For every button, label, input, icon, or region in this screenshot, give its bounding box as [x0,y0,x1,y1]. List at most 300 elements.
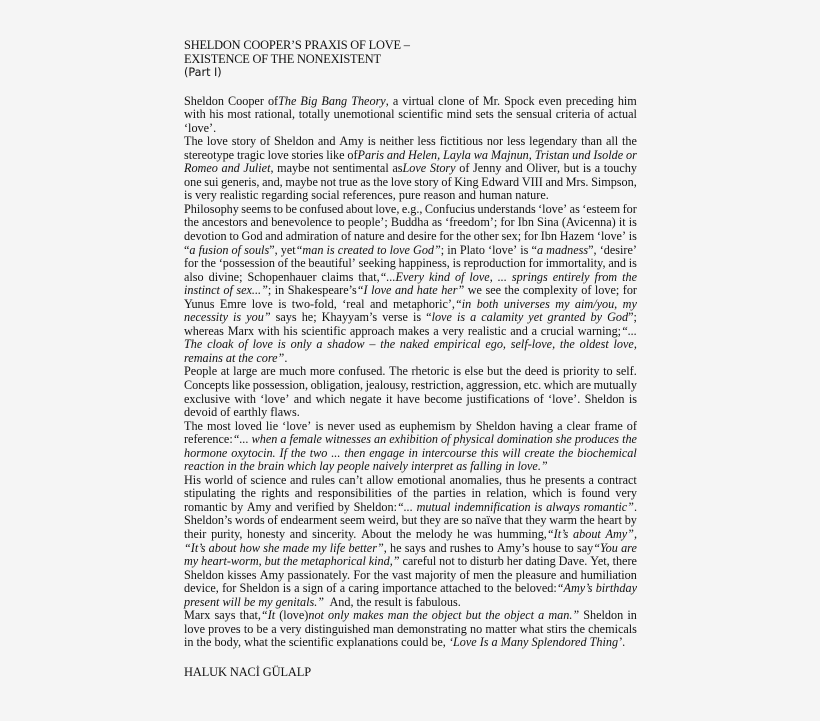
italic-word: is [534,499,543,514]
word: nor [486,134,504,149]
word: allow [366,472,394,487]
word: a [433,323,439,338]
italic-word: God [607,310,629,325]
word: tragic [236,147,265,162]
italic-word: the [290,445,306,460]
word: and [293,391,312,406]
word: is [315,418,324,433]
word: fictitious [439,134,483,149]
word: stereotype [184,147,235,162]
word: rules [311,472,335,487]
word: ‘love’ [596,228,627,243]
word: else [464,364,484,379]
word: it [385,391,393,406]
word: and [290,472,308,487]
word: in [471,486,481,501]
word: warning; [577,323,622,338]
word: The [184,418,203,433]
word: contract [597,472,637,487]
italic-text: remains at the core” [184,350,285,365]
word: like [326,147,345,162]
text-line [184,582,637,596]
word: ‘love’ [282,418,312,433]
italic-word: an [374,432,387,447]
word-group [413,244,444,258]
italic-word: ... [497,269,507,284]
word: never [327,418,355,433]
text: ‘love’. [184,120,217,135]
word: Amy [246,499,272,514]
italic-word: are [621,540,637,555]
word: as [385,418,396,433]
word: touchy [603,161,637,176]
word: his [283,323,298,338]
italic-word: heart-worm, [201,554,262,569]
word: the [496,581,512,596]
word: The [389,364,408,379]
word: is [520,242,529,257]
word-group [236,284,271,298]
word: ”; [628,310,637,325]
italic-word: metaphorical [300,554,366,569]
italic-word: shadow [327,337,365,352]
italic-word: her” [441,283,465,298]
word: of [259,134,271,149]
word: criteria [555,107,591,122]
word-group [354,501,413,515]
word: their [184,527,207,541]
word: and [428,540,447,555]
word: to [457,554,468,569]
word: which [532,486,563,501]
italic-word: of [440,432,451,447]
italic-word: my [184,554,199,569]
italic-word: physical [453,432,495,447]
word: the [290,256,306,271]
italic-word: better” [348,540,384,555]
word: Mr. [482,93,501,108]
word: Amy [339,134,364,149]
italic-word: the [622,432,637,447]
word: what [519,621,544,636]
word: honesty [247,527,286,541]
word: and [317,134,336,149]
word-group [347,149,384,163]
word: very [442,323,465,338]
word: clone [438,93,465,108]
word: Sheldon [274,134,314,149]
italic-word: “... [232,432,249,447]
word: ”, [269,242,278,257]
italic-word: domination [497,432,553,447]
word: by [624,513,637,528]
word: dating [525,554,556,569]
italic-word: the [622,269,637,284]
word: we [467,283,482,298]
word: Yet, [590,554,610,569]
word: demonstrating [397,621,467,636]
word: and [294,486,313,501]
italic-word: love [389,242,410,257]
word: clear [566,418,591,433]
word: Sheldon [475,418,516,433]
word: and [265,228,283,243]
text-line [184,514,637,528]
word: him [617,93,637,108]
word: Mrs. [565,174,589,189]
title-line-1: SHELDON COOPER’S PRAXIS OF LOVE – [184,38,410,52]
word: and [250,215,269,230]
word: with [234,391,256,406]
word-group [577,542,618,556]
word: is [412,310,422,325]
text: And, the result is fabulous. [324,594,461,609]
text-line [184,433,637,447]
word: a [339,581,346,596]
word: by [459,418,472,433]
word: less [506,134,526,149]
word: story [414,174,439,189]
word: ”, [588,242,597,257]
word: Marx [227,323,255,338]
word: is [567,486,576,501]
italic-word: create [524,445,555,460]
word: having [519,418,554,433]
word: rational, [254,107,296,122]
word: in [627,608,637,623]
word: other [473,228,499,243]
text-line [184,271,637,285]
italic-word: Theory [351,93,386,108]
word: the [579,513,595,528]
word: and [559,567,578,582]
italic-word: love [371,283,392,298]
italic-word: ... [331,445,341,460]
word: seem [340,513,366,528]
italic-word: is [456,310,466,325]
italic-word: Story [429,161,456,176]
word: love, [375,201,400,216]
word: restriction, [411,377,464,392]
word: admiration [285,228,339,243]
word: love [390,174,412,189]
word: but [401,513,418,528]
word: maybe [277,161,310,176]
word: divine; [208,269,243,284]
word: which [315,391,346,406]
word: God [241,228,263,243]
italic-word: wa [473,147,488,162]
italic-word: only [290,337,312,352]
word: Sheldon [584,391,625,406]
word: of [326,581,337,596]
word: very [615,486,637,501]
word-group [240,609,276,623]
word: people’; [347,215,388,230]
italic-word: makes [353,608,384,623]
word: humiliation [580,567,637,582]
italic-word: you” [246,310,271,325]
word: of [459,161,470,176]
word: the [497,107,513,122]
text-line [184,311,637,325]
italic-word: will [502,445,521,460]
word: and, [262,174,283,189]
italic-word: the [558,445,574,460]
word: his [209,107,224,122]
italic-word: the [283,554,298,569]
word: Simpson, [591,174,637,189]
text-line [184,406,637,420]
italic-word: made [282,540,310,555]
word: as [360,174,371,189]
word: His [184,472,201,487]
word: the [622,134,637,149]
italic-word: sex...” [236,283,268,298]
word: rights [261,486,290,501]
word: there [612,554,637,569]
word: large [233,364,258,379]
italic-word: a [189,242,196,257]
word: weird, [367,513,399,528]
word: loved [234,418,262,433]
word: Sheldon [583,608,624,623]
word-group [351,95,389,109]
word: are [443,513,459,528]
word: as [569,201,580,216]
word: to [229,228,239,243]
text-line [184,176,637,190]
word: one [184,174,202,189]
word-group [515,582,593,596]
italic-word: Amy”, [605,527,637,541]
word: Ibn [540,228,557,243]
word: for [500,215,515,230]
word: ancestors [202,215,248,230]
author-name: HALUK NACİ GÜLALP [184,664,312,679]
italic-word: she [555,432,572,447]
word: as [431,215,443,230]
word: be [285,201,297,216]
word: benevolence [271,215,333,230]
word: ‘freedom’; [445,215,498,230]
italic-word: Helen, [408,147,441,162]
word: nature [353,228,385,243]
text-line [184,203,637,217]
italic-word: indemnification [454,499,531,514]
part-label: (Part I) [184,66,222,79]
word-group [392,162,426,176]
word: to [335,215,345,230]
word: of [459,567,470,582]
word: most [207,418,231,433]
text-line [184,596,637,610]
italic-word: kind,” [368,554,400,569]
italic-word: by [590,310,603,325]
word-group [532,244,544,258]
italic-word: created [337,242,374,257]
italic-word: necessity [184,310,228,325]
italic-word: to [377,242,387,257]
word-group [281,244,324,258]
word: and [274,499,293,514]
word: etc. [523,377,542,392]
text: . [622,635,626,650]
word: much [279,364,307,379]
italic-word: she [263,540,280,555]
word: say [576,540,594,555]
word: , [385,93,389,108]
word: is [582,161,592,176]
word: love [251,296,273,311]
italic-word: a [538,608,545,623]
text-line [184,216,637,230]
word: so [461,513,473,528]
word: careful [402,554,437,569]
word: mind [446,107,472,122]
word: than [581,134,603,149]
word: Amy [259,567,285,582]
word: sui [204,174,219,189]
word: of [236,472,247,487]
text-line [184,162,637,176]
word: deed [524,364,548,379]
word: her [506,554,523,569]
word: he [390,540,402,555]
word: for [439,228,454,243]
word: of [468,93,479,108]
word: disturb [470,554,504,569]
word: Ibn [517,215,534,230]
word: Yunus [184,296,215,311]
word: priority [562,364,600,379]
text-line [184,569,637,583]
italic-word: both [476,296,499,311]
word: preceding [565,93,614,108]
word: the [396,527,412,541]
italic-word: is [277,337,286,352]
word: matter [485,621,517,636]
text-line [184,623,637,637]
word-group [497,528,568,542]
word: Sheldon: [353,499,397,514]
italic-word: Juliet [243,161,271,176]
word: says [404,540,426,555]
word: totally [298,107,330,122]
word: of [593,107,605,122]
word: presents [544,472,585,487]
text-line [184,189,637,203]
word: which [543,377,574,392]
word: by [337,499,350,514]
word: of [581,283,592,298]
word: verified [296,499,335,514]
word: approach [349,323,395,338]
text-line [184,230,637,244]
word: pleasure [515,567,557,582]
word: ‘possession [218,256,275,271]
italic-word: biochemical [577,445,637,460]
italic-word: of [238,337,248,352]
word: also [184,269,204,284]
italic-word: Big [300,93,318,108]
word-group [349,542,387,556]
italic-word: ego, [485,337,506,352]
italic-word: und [572,147,591,162]
italic-word: not [308,608,324,623]
word: confused [299,201,344,216]
word: for [222,581,237,596]
word: reference: [184,432,233,447]
italic-word: Paris [357,147,384,162]
word: parties [433,486,466,501]
word: happiness, [398,256,450,271]
word: stirs [546,621,567,636]
italic-word: Bang [321,93,348,108]
word: ; [267,283,272,298]
italic-word: universes [503,296,550,311]
italic-word: object [431,608,462,623]
italic-word: love [431,310,452,325]
word: (Avicenna) [561,215,616,230]
italic-word: from [594,269,618,284]
word: are [576,377,591,392]
word: but [487,364,503,379]
word: not [320,174,337,189]
word: endearment [280,513,338,528]
word: e.g., [401,201,423,216]
word: as [392,161,403,176]
word: (love) [279,608,309,623]
word: love [206,134,228,149]
word: immortality, [545,256,606,271]
italic-word: love, [469,269,493,284]
word: can’t [338,472,363,487]
italic-word: only [328,608,350,623]
text-line [184,474,637,488]
italic-word: a [536,242,544,257]
word: used [358,418,382,433]
text-line [184,95,637,109]
word: to [484,540,494,555]
word: of [267,93,279,108]
italic-word: calamity [481,310,524,325]
italic-word: oxytocin. [231,445,276,460]
word: kisses [227,567,257,582]
word: passionately. [287,567,351,582]
text-line [184,244,637,258]
word: relation, [486,486,527,501]
word: to [243,621,254,636]
word: humming, [497,527,547,541]
word: euphemism [399,418,456,433]
italic-word: “It’s [184,540,206,555]
word: of [347,147,358,162]
italic-word: kind [428,269,450,284]
word: beloved: [514,581,557,596]
word: melody [415,527,453,541]
word: justifications [466,391,530,406]
word: says [275,310,297,325]
italic-word: “...Every [379,269,424,284]
italic-word: Tristan [534,147,570,162]
word: the [497,567,513,582]
text-line [184,325,637,339]
italic-word: exhibition [389,432,438,447]
word: a [392,93,399,108]
italic-word: man.” [548,608,580,623]
word: , [383,540,387,555]
